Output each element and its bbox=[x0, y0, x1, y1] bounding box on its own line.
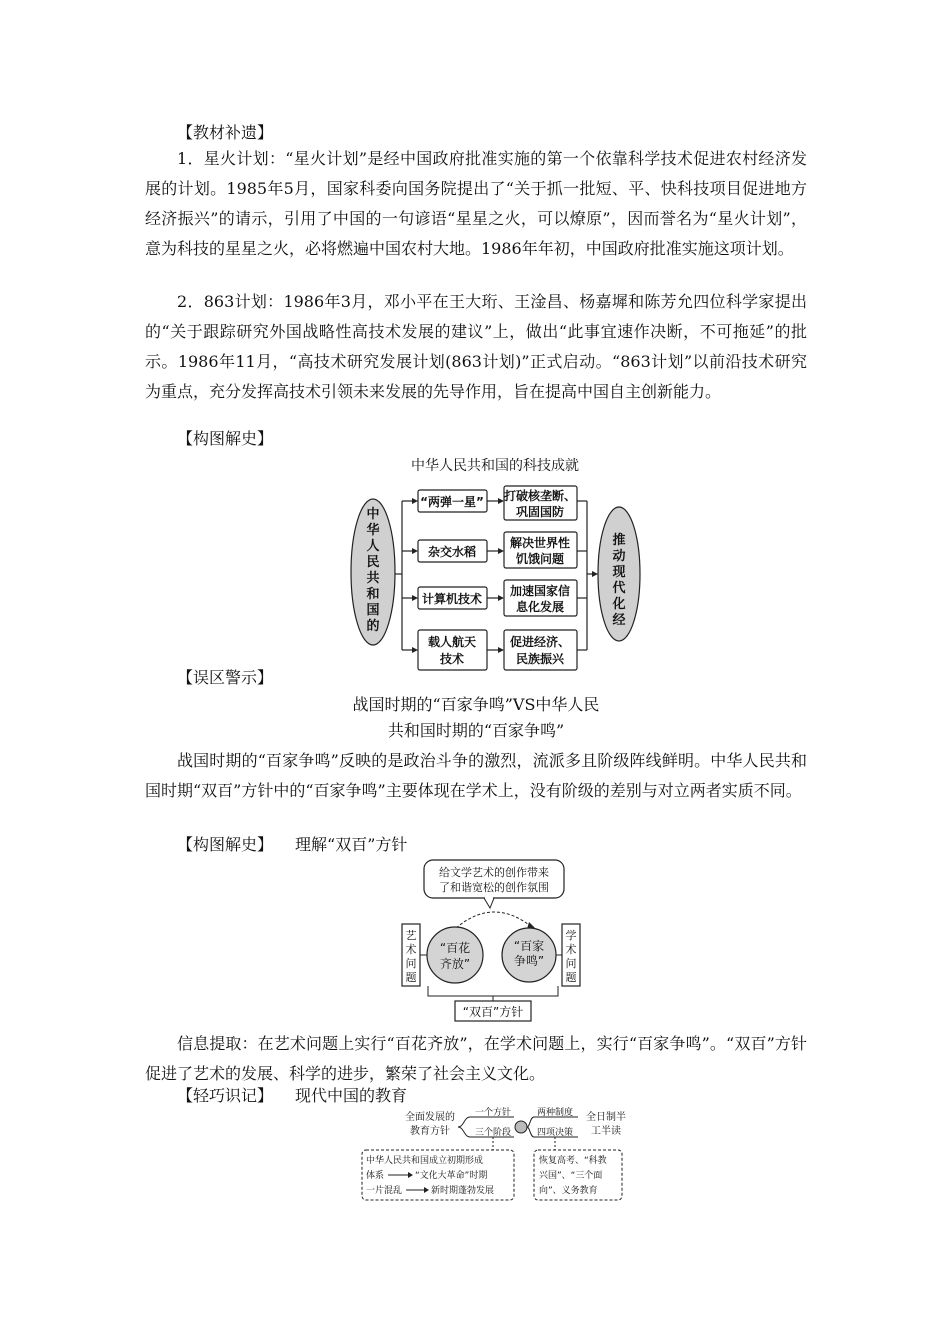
edu-text: 体系 bbox=[366, 1171, 385, 1181]
circle-label: 齐放” bbox=[439, 957, 471, 971]
section-subtitle: 理解“双百”方针 bbox=[295, 835, 408, 854]
svg-text:学: 学 bbox=[565, 929, 577, 942]
item-result: 民族振兴 bbox=[515, 652, 565, 666]
edu-branch: 四项决策 bbox=[536, 1128, 574, 1138]
item-result: 打破核垄断、 bbox=[503, 489, 577, 503]
edu-text: “文化大革命”时期 bbox=[415, 1171, 488, 1181]
tech-achievements-diagram bbox=[340, 452, 650, 672]
svg-text:国: 国 bbox=[366, 603, 380, 618]
callout-text: 了和谐宽松的创作氛围 bbox=[439, 881, 549, 894]
item-label: 杂交水稻 bbox=[427, 545, 477, 559]
edu-label: 工半读 bbox=[591, 1126, 621, 1137]
svg-text:题: 题 bbox=[565, 971, 577, 984]
diagram-title: 中华人民共和国的科技成就 bbox=[411, 458, 579, 474]
svg-text:华: 华 bbox=[366, 523, 380, 538]
svg-text:和: 和 bbox=[366, 587, 380, 602]
section-heading: 【教材补遗】 bbox=[177, 123, 274, 142]
svg-text:推: 推 bbox=[612, 533, 626, 548]
circle-label: 争鸣” bbox=[513, 954, 545, 968]
edu-text: 恢复高考、“科教 bbox=[539, 1156, 607, 1166]
section-heading: 【构图解史】 bbox=[177, 835, 274, 854]
section-heading-education bbox=[177, 1084, 407, 1108]
section-subtitle: 现代中国的教育 bbox=[295, 1086, 408, 1105]
item-result: 促进经济、 bbox=[509, 635, 571, 649]
section-heading-shuangbai bbox=[177, 833, 407, 857]
paragraph-info: 信息提取：在艺术问题上实行“百花齐放”，在学术问题上，实行“百家争鸣”。“双百”方针促进了艺术的发展、科学的进步，繁荣了社会主义文化。 bbox=[145, 1034, 807, 1083]
item-label: 技术 bbox=[439, 652, 465, 666]
callout-text: 给文学艺术的创作带来 bbox=[439, 866, 549, 879]
paragraph-xinghuo: 1．星火计划：“星火计划”是经中国政府批准实施的第一个依靠科学技术促进农村经济发展的计划。1985年5月，国家科委向国务院提出了“关于抓一批短、平、快科技项目促进地方经济振兴”的请示，引用了中国的一句谚语“星星之火，可以燎原”，因而誉名为“星火计划”，意为科技的星星之火，必将燃遍中国农村大地。1986年年初，中国政府批准实施这项计划。 bbox=[145, 149, 807, 258]
edu-label: 全日制半 bbox=[586, 1112, 626, 1123]
side-label-right bbox=[566, 929, 577, 984]
svg-text:中: 中 bbox=[366, 507, 380, 522]
circle-baihua bbox=[427, 927, 483, 983]
item-label: 计算机技术 bbox=[421, 592, 483, 606]
section-heading: 【误区警示】 bbox=[177, 668, 274, 687]
education-diagram bbox=[358, 1106, 640, 1204]
item-result: 解决世界性 bbox=[509, 536, 571, 550]
edu-branch: 三个阶段 bbox=[474, 1128, 512, 1138]
shuangbai-diagram bbox=[398, 858, 588, 1028]
item-result: 息化发展 bbox=[515, 600, 565, 614]
edu-label: 全面发展的 bbox=[405, 1112, 455, 1123]
svg-text:动: 动 bbox=[612, 549, 626, 564]
edu-text: 兴国”、“三个面 bbox=[539, 1171, 603, 1181]
svg-text:术: 术 bbox=[565, 943, 577, 956]
svg-text:民: 民 bbox=[366, 555, 380, 570]
svg-text:人: 人 bbox=[366, 539, 380, 554]
svg-text:共: 共 bbox=[366, 571, 380, 586]
edu-text: 新时期蓬勃发展 bbox=[431, 1186, 495, 1196]
item-result: 巩固国防 bbox=[515, 505, 565, 519]
svg-text:术: 术 bbox=[405, 943, 417, 956]
circle-label: “百花 bbox=[439, 941, 471, 955]
svg-text:经: 经 bbox=[612, 613, 626, 628]
item-label: 载人航天 bbox=[427, 635, 477, 649]
paragraph-warning: 战国时期的“百家争鸣”反映的是政治斗争的激烈，流派多且阶级阵线鲜明。中华人民共和国时期“双百”方针中的“百家争鸣”主要体现在学术上，没有阶级的差别与对立两者实质不同。 bbox=[145, 751, 807, 800]
bottom-label: “双百”方针 bbox=[462, 1005, 524, 1019]
section-heading: 【构图解史】 bbox=[177, 429, 274, 448]
edu-text: 中华人民共和国成立初期形成 bbox=[366, 1156, 484, 1166]
svg-text:化: 化 bbox=[612, 597, 626, 612]
item-result: 饥饿问题 bbox=[515, 552, 565, 566]
svg-text:问: 问 bbox=[405, 957, 417, 970]
edu-text: 向”、义务教育 bbox=[539, 1186, 598, 1196]
warning-title-line2: 共和国时期的“百家争鸣” bbox=[387, 721, 565, 740]
edu-branch: 两种制度 bbox=[536, 1108, 574, 1118]
svg-text:的: 的 bbox=[366, 619, 380, 634]
circle-label: “百家 bbox=[513, 939, 545, 953]
edu-text: 一片混乱 bbox=[366, 1186, 403, 1196]
svg-text:问: 问 bbox=[565, 957, 577, 970]
item-label: “两弹一星” bbox=[420, 495, 484, 509]
item-result: 加速国家信 bbox=[509, 584, 571, 598]
paragraph-863: 2．863计划：1986年3月，邓小平在王大珩、王淦昌、杨嘉墀和陈芳允四位科学家提出的“关于跟踪研究外国战略性高技术发展的建议”上，做出“此事宜速作决断，不可拖延”的批示。1986年11月，“高技术研究发展计划(863计划)”正式启动。“863计划”以前沿技术研究为重点，充分发挥高技术引领未来发展的先导作用，旨在提高中国自主创新能力。 bbox=[145, 292, 807, 401]
svg-text:题: 题 bbox=[405, 971, 417, 984]
warning-title-line1: 战国时期的“百家争鸣”VS中华人民 bbox=[352, 695, 600, 714]
edu-branch: 一个方针 bbox=[474, 1108, 512, 1118]
svg-text:现: 现 bbox=[612, 565, 626, 580]
svg-text:代: 代 bbox=[612, 581, 626, 596]
edu-label: 教育方针 bbox=[410, 1126, 450, 1137]
side-label-left bbox=[406, 929, 417, 984]
section-heading: 【轻巧识记】 bbox=[177, 1086, 274, 1105]
svg-text:艺: 艺 bbox=[405, 929, 417, 942]
